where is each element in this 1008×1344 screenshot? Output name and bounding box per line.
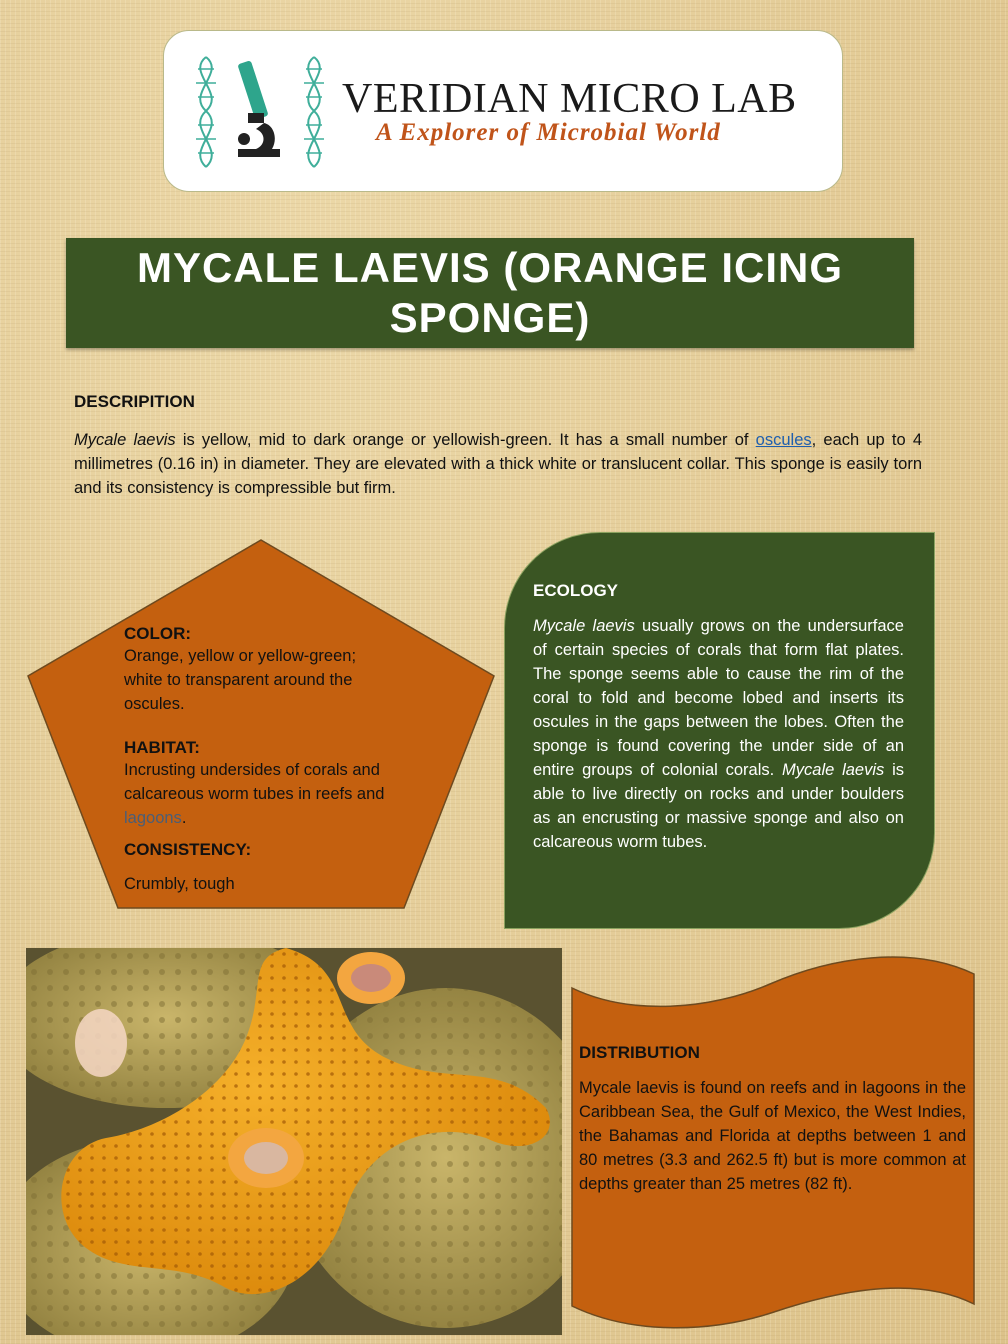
dna-microscope-icon bbox=[186, 53, 336, 171]
logo-box bbox=[163, 30, 843, 192]
description-part: , each up to 4 millimetres (0.16 in) in diameter. They are elevated with a thick white or translucent collar. This sponge is easily torn and its consistency is compressible but firm. bbox=[74, 431, 923, 497]
description-heading: DESCRIPITION bbox=[74, 392, 195, 411]
ecology-text bbox=[533, 614, 904, 854]
consistency-text: Crumbly, tough bbox=[124, 875, 235, 893]
lagoons-link[interactable]: lagoons bbox=[124, 809, 182, 827]
title-banner bbox=[66, 238, 914, 348]
habitat-text bbox=[124, 758, 399, 830]
ecology-part: usually grows on the undersurface of certain species of corals that form flat plates. The sponge seems able to cause the rim of the coral to fold and become lobed and inserts its oscules in the gaps between the lobes. Often the sponge is found covering the under side of an entire groups of colonial corals. bbox=[533, 617, 904, 779]
species-name: Mycale laevis bbox=[782, 761, 885, 779]
sponge-photo bbox=[26, 948, 562, 1335]
ecology-heading: ECOLOGY bbox=[533, 581, 619, 600]
habitat-part: Incrusting undersides of corals and calcareous worm tubes in reefs and bbox=[124, 761, 385, 803]
consistency-heading: CONSISTENCY: bbox=[124, 840, 252, 859]
distribution-heading: DISTRIBUTION bbox=[579, 1043, 700, 1062]
color-heading: COLOR: bbox=[124, 624, 192, 643]
habitat-part: . bbox=[181, 809, 187, 827]
species-name: Mycale laevis bbox=[74, 431, 176, 449]
habitat-heading: HABITAT: bbox=[124, 738, 200, 757]
description-text bbox=[74, 428, 922, 500]
brand-tagline: A Explorer of Microbial World bbox=[376, 119, 721, 146]
description-section bbox=[74, 392, 922, 500]
brand-name: VERIDIAN MICRO LAB bbox=[342, 76, 797, 122]
traits-panel bbox=[124, 624, 399, 896]
oscules-link[interactable]: oscules bbox=[755, 431, 812, 449]
description-part: is yellow, mid to dark orange or yellowish-green. It has a small number of bbox=[175, 431, 756, 449]
page-title: MYCALE LAEVIS (ORANGE ICING SPONGE) bbox=[136, 244, 844, 341]
distribution-text: Mycale laevis is found on reefs and in lagoons in the Caribbean Sea, the Gulf of Mexico, the West Indies, the Bahamas and Florida at depths between 1 and 80 metres (3.3 and 262.5 ft) but is more common at depths greater than 25 metres (82 ft). bbox=[579, 1079, 966, 1193]
species-name: Mycale laevis bbox=[533, 617, 635, 635]
color-text: Orange, yellow or yellow-green; white to transparent around the oscules. bbox=[124, 647, 357, 713]
ecology-part: is able to live directly on rocks and under boulders as an encrusting or massive sponge and also on calcareous worm tubes. bbox=[533, 761, 904, 851]
